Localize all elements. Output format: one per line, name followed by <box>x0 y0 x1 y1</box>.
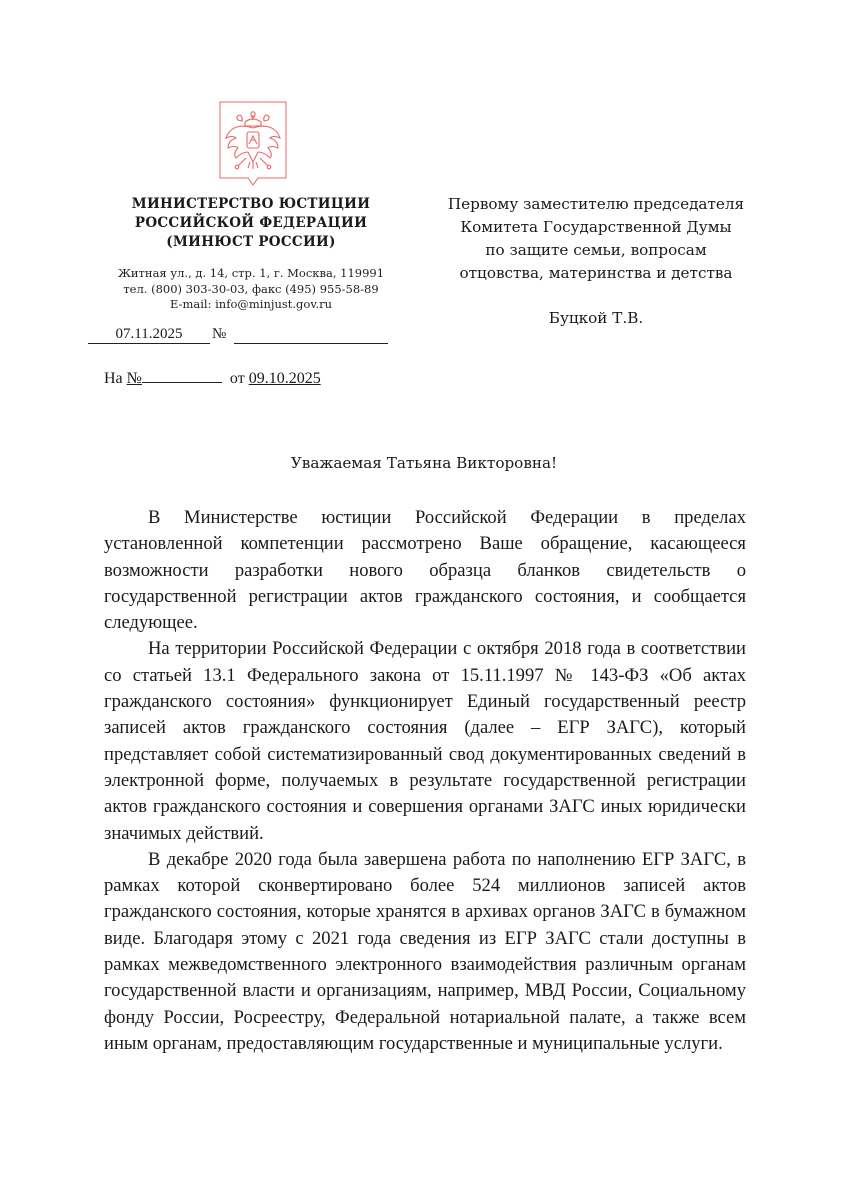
addressee-line: отцовства, материнства и детства <box>459 264 733 282</box>
addressee-line: Комитета Государственной Думы <box>460 218 732 236</box>
reference-from-date: 09.10.2025 <box>248 370 321 387</box>
ministry-phone-fax: тел. (800) 303-30-03, факс (495) 955-58-89 <box>123 281 379 296</box>
reference-number-field <box>142 368 222 383</box>
coat-of-arms-icon <box>218 100 288 190</box>
registration-line <box>88 325 388 345</box>
reference-from-label: от <box>229 370 245 387</box>
ministry-address: Житная ул., д. 14, стр. 1, г. Москва, 119991 <box>117 266 385 280</box>
letterhead <box>82 195 420 313</box>
letter-body <box>104 505 746 1057</box>
addressee-line: по защите семьи, вопросам <box>485 241 707 259</box>
recipient-name: Буцкой Т.В. <box>548 309 644 327</box>
addressee-block <box>424 193 768 330</box>
ministry-name <box>82 195 420 252</box>
ministry-name-line: МИНИСТЕРСТВО ЮСТИЦИИ <box>131 196 371 212</box>
reference-line <box>104 368 321 389</box>
body-paragraph: На территории Российской Федерации с октября 2018 года в соответствии со статьей 13.1 Федерального закона от 15.11.1997 № 143-ФЗ «Об актах гражданского состояния» функционирует Единый государственный реестр записей актов гражданского состояния (далее – ЕГР ЗАГС), который представляет собой систематизированный свод документированных сведений в электронной форме, получаемых в результате государственной регистрации актов гражданского состояния и совершения органами ЗАГС иных юридически значимых действий. <box>104 638 746 844</box>
salutation: Уважаемая Татьяна Викторовна! <box>290 454 558 472</box>
ministry-contacts <box>82 266 420 313</box>
outgoing-date: 07.11.2025 <box>88 325 210 344</box>
reference-number-label: № <box>126 370 142 387</box>
ministry-name-line: (МИНЮСТ РОССИИ) <box>166 234 336 250</box>
ministry-email: E-mail: info@minjust.gov.ru <box>169 297 333 311</box>
body-paragraph: В декабре 2020 года была завершена работа по наполнению ЕГР ЗАГС, в рамках которой сконвертировано более 524 миллионов записей актов гражданского состояния, которые хранятся в архивах органов ЗАГС в бумажном виде. Благодаря этому с 2021 года сведения из ЕГР ЗАГС стали доступны в рамках межведомственного электронного взаимодействия различным органам государственной власти и организациям, например, МВД России, Социальному фонду России, Росреестру, Федеральной нотариальной палате, а также всем иным органам, предоставляющим государственные и муниципальные услуги. <box>104 848 746 1054</box>
reference-prefix: На <box>104 370 123 387</box>
outgoing-number-label: № <box>212 326 227 342</box>
body-paragraph: В Министерстве юстиции Российской Федерации в пределах установленной компетенции рассмотрено Ваше обращение, касающееся возможности разработки нового образца бланков свидетельств о государственной регистрации актов гражданского состояния, и сообщается следующее. <box>104 507 746 634</box>
ministry-name-line: РОССИЙСКОЙ ФЕДЕРАЦИИ <box>134 215 368 231</box>
addressee-line: Первому заместителю председателя <box>447 195 745 213</box>
outgoing-number-field <box>234 325 388 344</box>
